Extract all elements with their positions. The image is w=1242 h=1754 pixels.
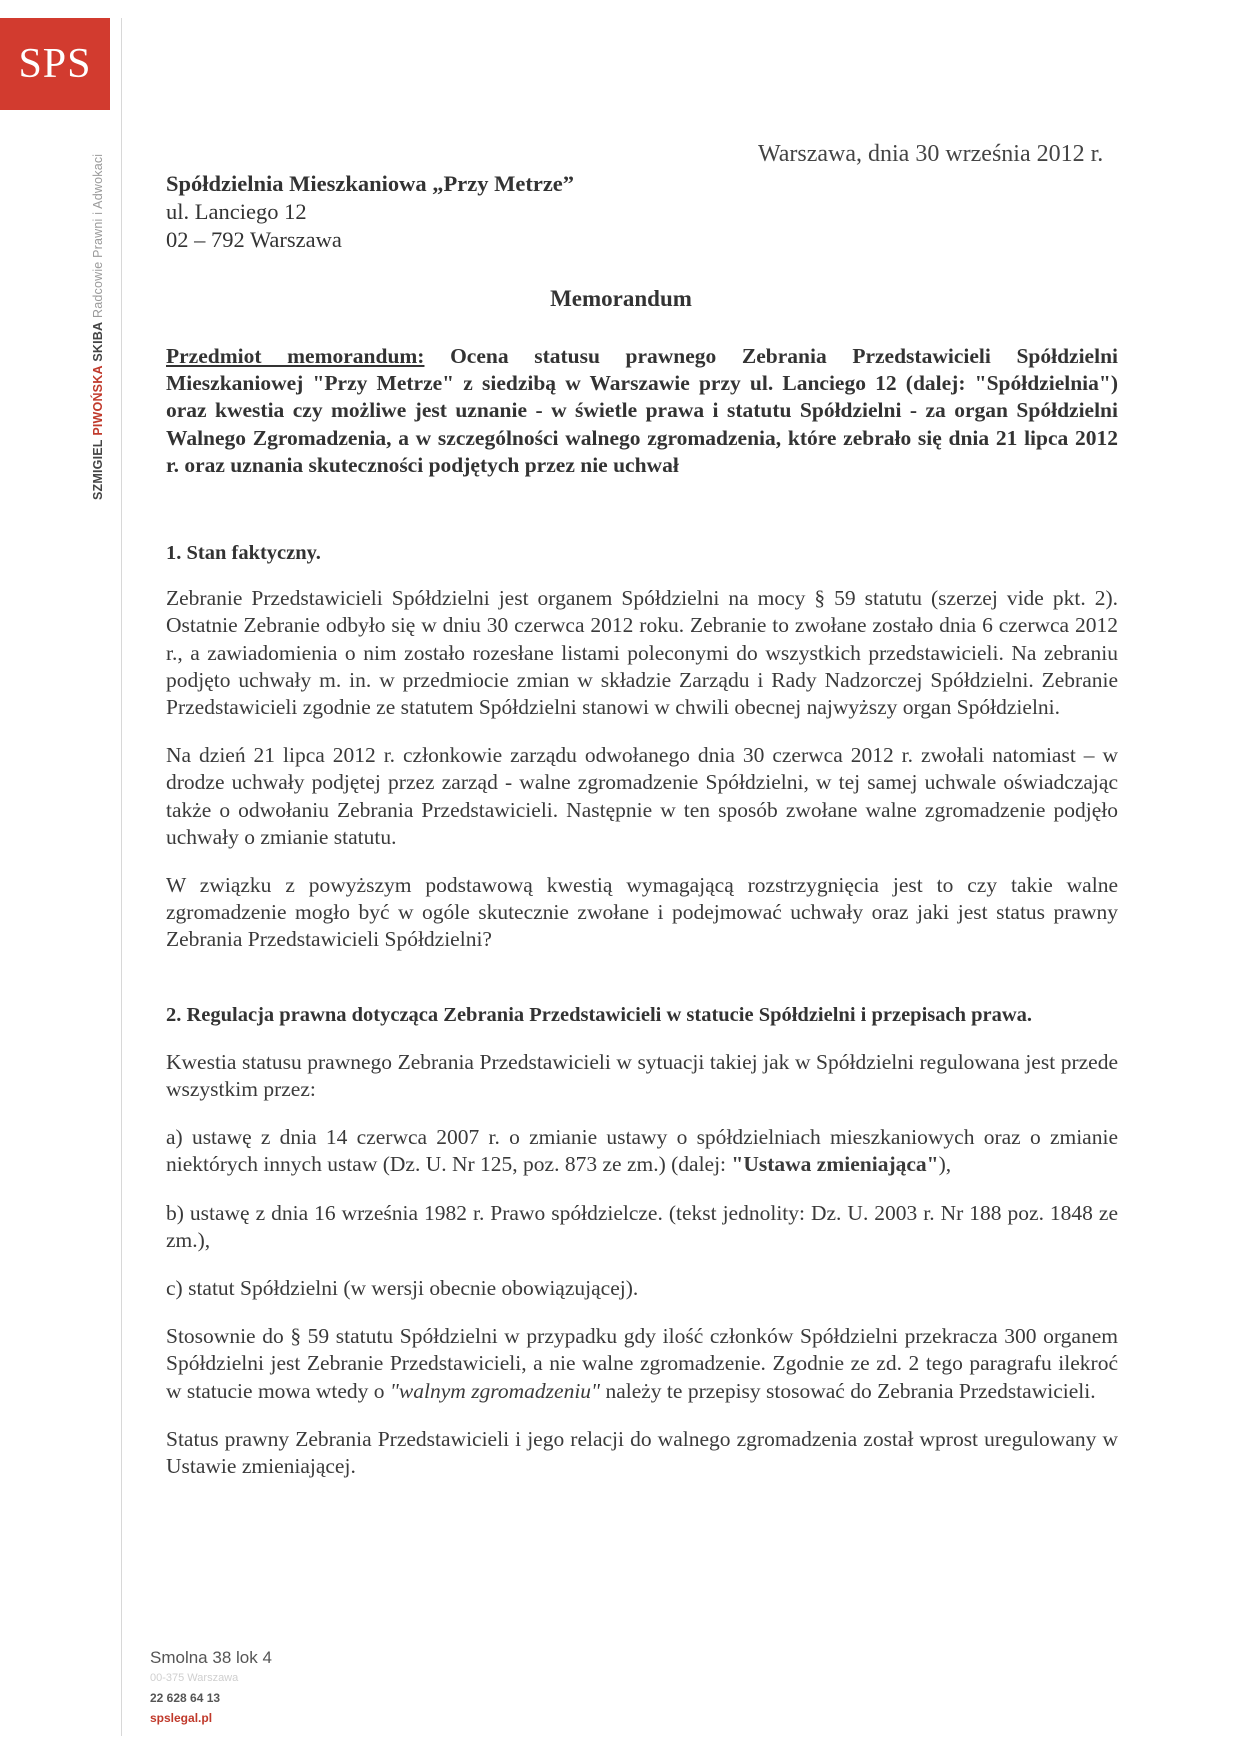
- paragraph-2-end: należy te przepisy stosować do Zebrania Przedstawicieli.: [600, 1378, 1096, 1403]
- footer-address: Smolna 38 lok 4: [150, 1648, 272, 1667]
- section-2-item-c: c) statut Spółdzielni (w wersji obecnie obowiązującej).: [166, 1276, 639, 1301]
- section-1-paragraph-2: Na dzień 21 lipca 2012 r. członkowie zarządu odwołanego dnia 30 czerwca 2012 r. zwołali natomiast – w drodze uchwały podjętej przez zarząd - walne zgromadzenie Spółdzielni, w tej samej uchwale oświadczając także o odwołaniu Zebrania Przedstawicieli. Następnie w ten sposób zwołane walne zgromadzenie podjęło uchwały o zmianie statutu.: [166, 743, 1118, 849]
- subject-paragraph: [166, 343, 1118, 479]
- section-2-heading: 2. Regulacja prawna dotycząca Zebrania Przedstawicieli w statucie Spółdzielni i przepisach prawa.: [166, 1003, 1033, 1026]
- section-1-heading: 1. Stan faktyczny.: [166, 542, 321, 565]
- section-1-paragraph-3: W związku z powyższym podstawową kwestią wymagającą rozstrzygnięcia jest to czy takie walne zgromadzenie mogło być w ogóle skutecznie zwołane i podejmować uchwały oraz jaki jest status prawny Zebrania Przedstawicieli Spółdzielni?: [166, 873, 1118, 952]
- footer-website: spslegal.pl: [150, 1711, 213, 1725]
- sidebar-name-2: PIWOŃSKA: [91, 365, 105, 436]
- addressee-name: Spółdzielnia Mieszkaniowa „Przy Metrze”: [166, 171, 575, 196]
- section-2-paragraph-1: Kwestia statusu prawnego Zebrania Przedstawicieli w sytuacji takiej jak w Spółdzielni regulowana jest przede wszystkim przez:: [166, 1049, 1118, 1102]
- section-2-item-a: [166, 1124, 1118, 1178]
- logo-text: SPS: [18, 41, 92, 87]
- subject-text: Ocena statusu prawnego Zebrania Przedstawicieli Spółdzielni Mieszkaniowej "Przy Metrze" z siedzibą w Warszawie przy ul. Lanciego 12 (dalej: "Spółdzielnia") oraz kwestia czy możliwe jest uznanie - w świetle prawa i statutu Spółdzielni - za organ Spółdzielni Walnego Zgromadzenia, a w szczególności walnego zgromadzenia, które zebrało się dnia 21 lipca 2012 r. oraz uznania skuteczności podjętych przez nie uchwał: [166, 344, 1118, 477]
- company-logo: [0, 18, 110, 110]
- addressee-block: [166, 170, 574, 254]
- section-2-paragraph-2: [166, 1323, 1118, 1405]
- addressee-street: ul. Lanciego 12: [166, 199, 307, 224]
- addressee-city: 02 – 792 Warszawa: [166, 227, 342, 252]
- section-2-paragraph-3: Status prawny Zebrania Przedstawicieli i jego relacji do walnego zgromadzenia został wprost uregulowany w Ustawie zmieniającej.: [166, 1426, 1118, 1479]
- sidebar-name-3: SKIBA: [91, 321, 105, 362]
- paragraph-2-start: Stosownie do § 59 statutu Spółdzielni w przypadku gdy ilość członków Spółdzielni przekracza 300 organem Spółdzielni jest Zebranie Przedstawicieli, a nie walne zgromadzenie. Zgodnie ze zd. 2 tego paragrafu ilekroć w statucie mowa wtedy o: [166, 1324, 1118, 1403]
- section-2-item-b: b) ustawę z dnia 16 września 1982 r. Prawo spółdzielcze. (tekst jednolity: Dz. U. 2003 r. Nr 188 poz. 1848 ze zm.),: [166, 1200, 1118, 1252]
- footer-contact: [150, 1648, 272, 1728]
- sidebar-name-1: SZMIGIEL: [91, 439, 105, 500]
- document-title: Memorandum: [550, 286, 692, 311]
- sidebar-tagline: Radcowie Prawni i Adwokaci: [91, 153, 105, 319]
- item-a-text: a) ustawę z dnia 14 czerwca 2007 r. o zmianie ustawy o spółdzielniach mieszkaniowych oraz o zmianie niektórych innych ustaw (Dz. U. Nr 125, poz. 873 ze zm.) (dalej:: [166, 1125, 1118, 1177]
- sidebar-divider: [121, 18, 122, 1736]
- paragraph-2-quote: "walnym zgromadzeniu": [389, 1378, 601, 1403]
- footer-phone: 22 628 64 13: [150, 1691, 221, 1705]
- document-body: [166, 343, 1118, 1480]
- footer-city: 00-375 Warszawa: [150, 1672, 239, 1684]
- subject-label: Przedmiot memorandum:: [166, 344, 425, 368]
- item-a-end: ),: [938, 1152, 952, 1177]
- section-1-paragraph-1: Zebranie Przedstawicieli Spółdzielni jest organem Spółdzielni na mocy § 59 statutu (szerzej vide pkt. 2). Ostatnie Zebranie odbyło się w dniu 30 czerwca 2012 roku. Zebranie to zwołane zostało dnia 6 czerwca 2012 r., a zawiadomienia o nim zostało rozesłane listami poleconymi do wszystkich przedstawicieli. Na zebraniu podjęto uchwały m. in. w przedmiocie zmian w składzie Zarządu i Rady Nadzorczej Spółdzielni. Zebranie Przedstawicieli zgodnie ze statutem Spółdzielni stanowi w chwili obecnej najwyższy organ Spółdzielni.: [166, 586, 1118, 720]
- sidebar-firm-name: [91, 154, 105, 500]
- item-a-defined-term: "Ustawa zmieniająca": [731, 1152, 939, 1177]
- document-date: Warszawa, dnia 30 września 2012 r.: [758, 141, 1104, 167]
